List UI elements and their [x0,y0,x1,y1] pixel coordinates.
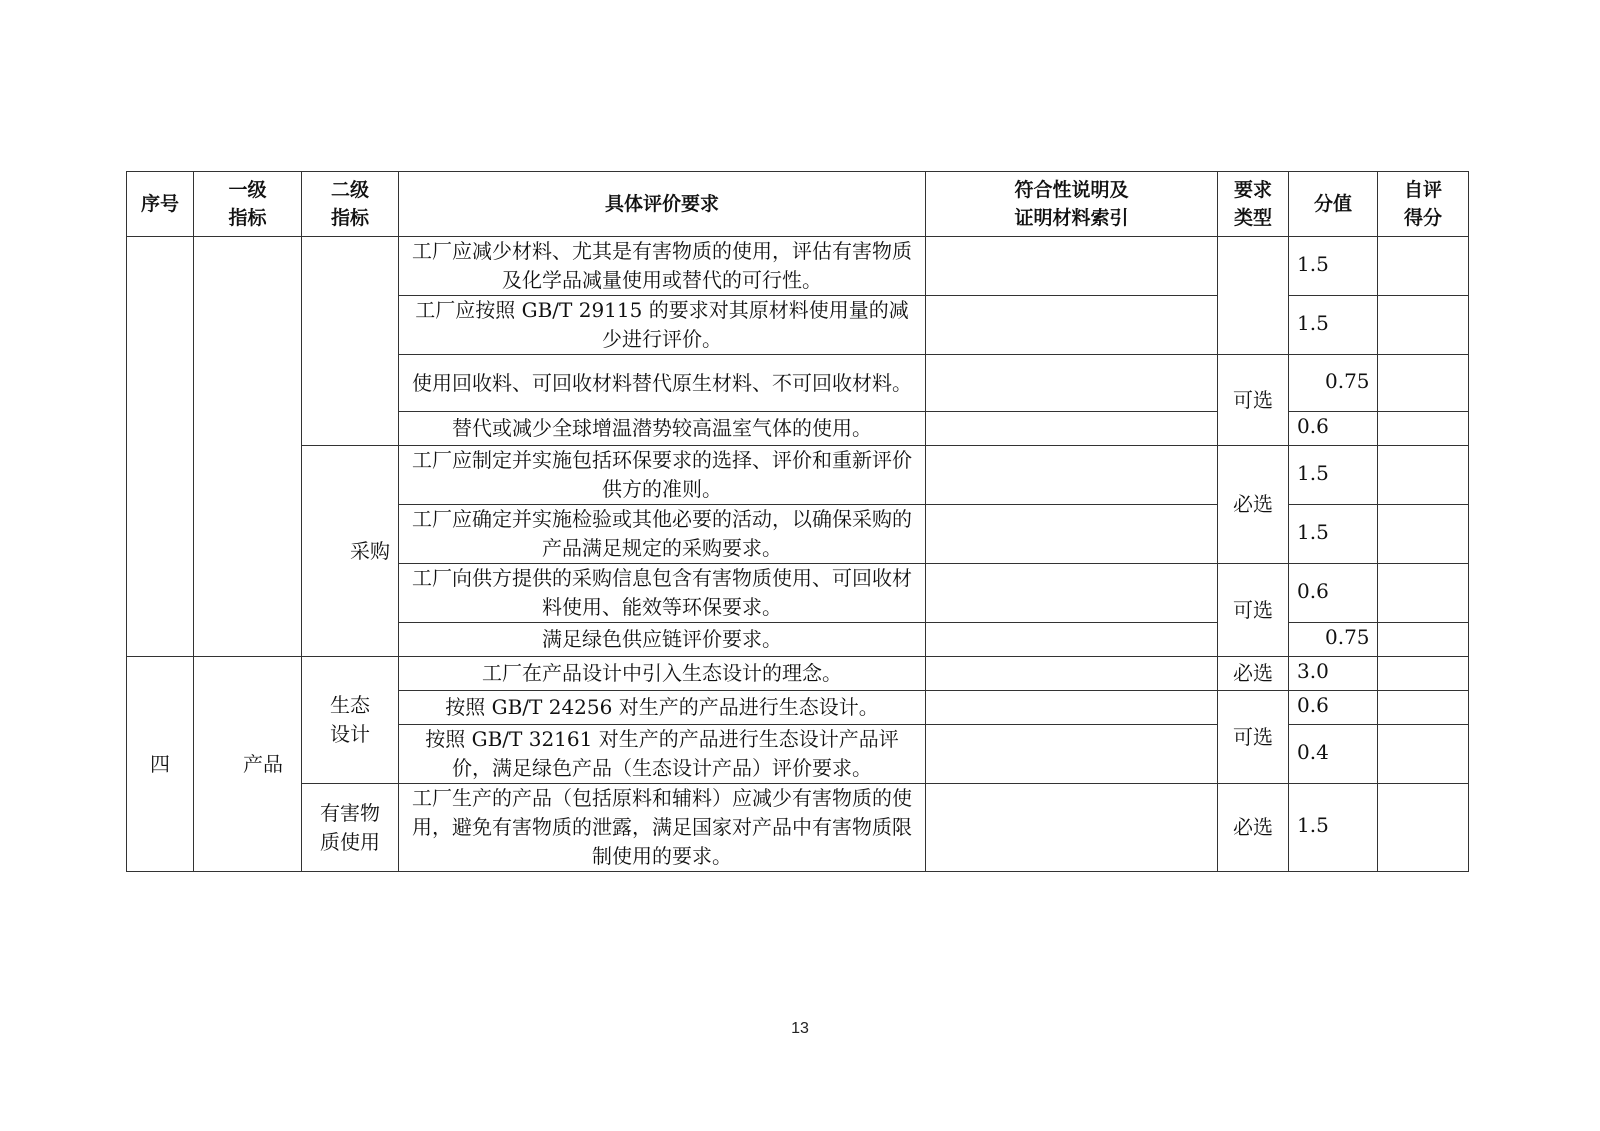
score-value: 1.5 [1297,460,1329,485]
header-level1: 一级 指标 [194,172,302,237]
score-value: 0.4 [1297,739,1329,764]
self-score-cell[interactable] [1378,784,1469,872]
self-score-cell[interactable] [1378,623,1469,657]
evidence-cell[interactable] [926,237,1218,296]
self-score-cell[interactable] [1378,564,1469,623]
score-cell [1289,296,1378,355]
header-score: 分值 [1289,172,1378,237]
evidence-cell[interactable] [926,505,1218,564]
level2-cell [302,237,399,446]
score-cell [1289,505,1378,564]
evidence-cell[interactable] [926,623,1218,657]
score-value: 1.5 [1297,813,1329,837]
level2-ecodesign-cell: 生态 设计 [302,657,399,784]
requirement-cell: 使用回收料、可回收材料替代原生材料、不可回收材料。 [399,355,926,412]
page-number: 13 [791,1020,809,1037]
evidence-cell[interactable] [926,725,1218,784]
score-value: 1.5 [1297,310,1329,335]
seq-four-cell: 四 [127,657,194,872]
score-value: 0.6 [1297,414,1329,438]
evidence-cell[interactable] [926,564,1218,623]
req-type-cell: 可选 [1218,691,1289,784]
req-type-cell: 必选 [1218,657,1289,691]
score-value: 3.0 [1297,659,1329,683]
table-header-row [127,172,1469,237]
level1-product-cell: 产品 [194,657,302,872]
score-cell [1289,657,1378,691]
self-score-cell[interactable] [1378,725,1469,784]
self-score-cell[interactable] [1378,657,1469,691]
header-requirement: 具体评价要求 [399,172,926,237]
score-value: 0.75 [1325,625,1370,649]
header-self-score: 自评 得分 [1378,172,1469,237]
level2-purchase-cell: 采购 [302,446,399,657]
req-type-cell [1218,237,1289,355]
requirement-cell: 工厂应制定并实施包括环保要求的选择、评价和重新评价供方的准则。 [399,446,926,505]
requirement-cell: 工厂在产品设计中引入生态设计的理念。 [399,657,926,691]
requirement-cell: 按照 GB/T 24256 对生产的产品进行生态设计。 [399,691,926,725]
header-evidence: 符合性说明及 证明材料索引 [926,172,1218,237]
seq-cell [127,237,194,657]
self-score-cell[interactable] [1378,505,1469,564]
score-cell [1289,237,1378,296]
header-seq: 序号 [127,172,194,237]
req-type-cell: 必选 [1218,784,1289,872]
score-value: 0.6 [1297,693,1329,717]
score-value: 1.5 [1297,519,1329,544]
req-type-cell: 可选 [1218,355,1289,446]
score-cell [1289,691,1378,725]
req-type-cell: 可选 [1218,564,1289,657]
header-level2: 二级 指标 [302,172,399,237]
req-type-cell: 必选 [1218,446,1289,564]
level1-cell [194,237,302,657]
evidence-cell[interactable] [926,784,1218,872]
requirement-cell: 工厂向供方提供的采购信息包含有害物质使用、可回收材料使用、能效等环保要求。 [399,564,926,623]
requirement-cell: 按照 GB/T 32161 对生产的产品进行生态设计产品评价，满足绿色产品（生态设计产品）评价要求。 [399,725,926,784]
score-value: 0.75 [1325,368,1370,393]
table-row [127,657,1469,691]
score-cell [1289,623,1378,657]
evaluation-table [126,171,1469,872]
table-row [127,446,1469,505]
score-value: 1.5 [1297,251,1329,276]
score-cell [1289,564,1378,623]
score-cell [1289,355,1378,412]
level2-hazard-cell: 有害物 质使用 [302,784,399,872]
self-score-cell[interactable] [1378,296,1469,355]
score-cell [1289,725,1378,784]
self-score-cell[interactable] [1378,446,1469,505]
requirement-cell: 满足绿色供应链评价要求。 [399,623,926,657]
score-cell [1289,784,1378,872]
evidence-cell[interactable] [926,691,1218,725]
requirement-cell: 替代或减少全球增温潜势较高温室气体的使用。 [399,412,926,446]
table-row [127,784,1469,872]
header-req-type: 要求 类型 [1218,172,1289,237]
evidence-cell[interactable] [926,296,1218,355]
requirement-cell: 工厂应按照 GB/T 29115 的要求对其原材料使用量的减少进行评价。 [399,296,926,355]
score-cell [1289,446,1378,505]
evidence-cell[interactable] [926,657,1218,691]
requirement-cell: 工厂应减少材料、尤其是有害物质的使用，评估有害物质及化学品减量使用或替代的可行性。 [399,237,926,296]
evidence-cell[interactable] [926,446,1218,505]
self-score-cell[interactable] [1378,412,1469,446]
score-cell [1289,412,1378,446]
self-score-cell[interactable] [1378,691,1469,725]
evidence-cell[interactable] [926,412,1218,446]
requirement-cell: 工厂应确定并实施检验或其他必要的活动，以确保采购的产品满足规定的采购要求。 [399,505,926,564]
evidence-cell[interactable] [926,355,1218,412]
self-score-cell[interactable] [1378,237,1469,296]
score-value: 0.6 [1297,578,1329,603]
table-row [127,237,1469,296]
requirement-cell: 工厂生产的产品（包括原料和辅料）应减少有害物质的使用，避免有害物质的泄露，满足国家对产品中有害物质限制使用的要求。 [399,784,926,872]
self-score-cell[interactable] [1378,355,1469,412]
